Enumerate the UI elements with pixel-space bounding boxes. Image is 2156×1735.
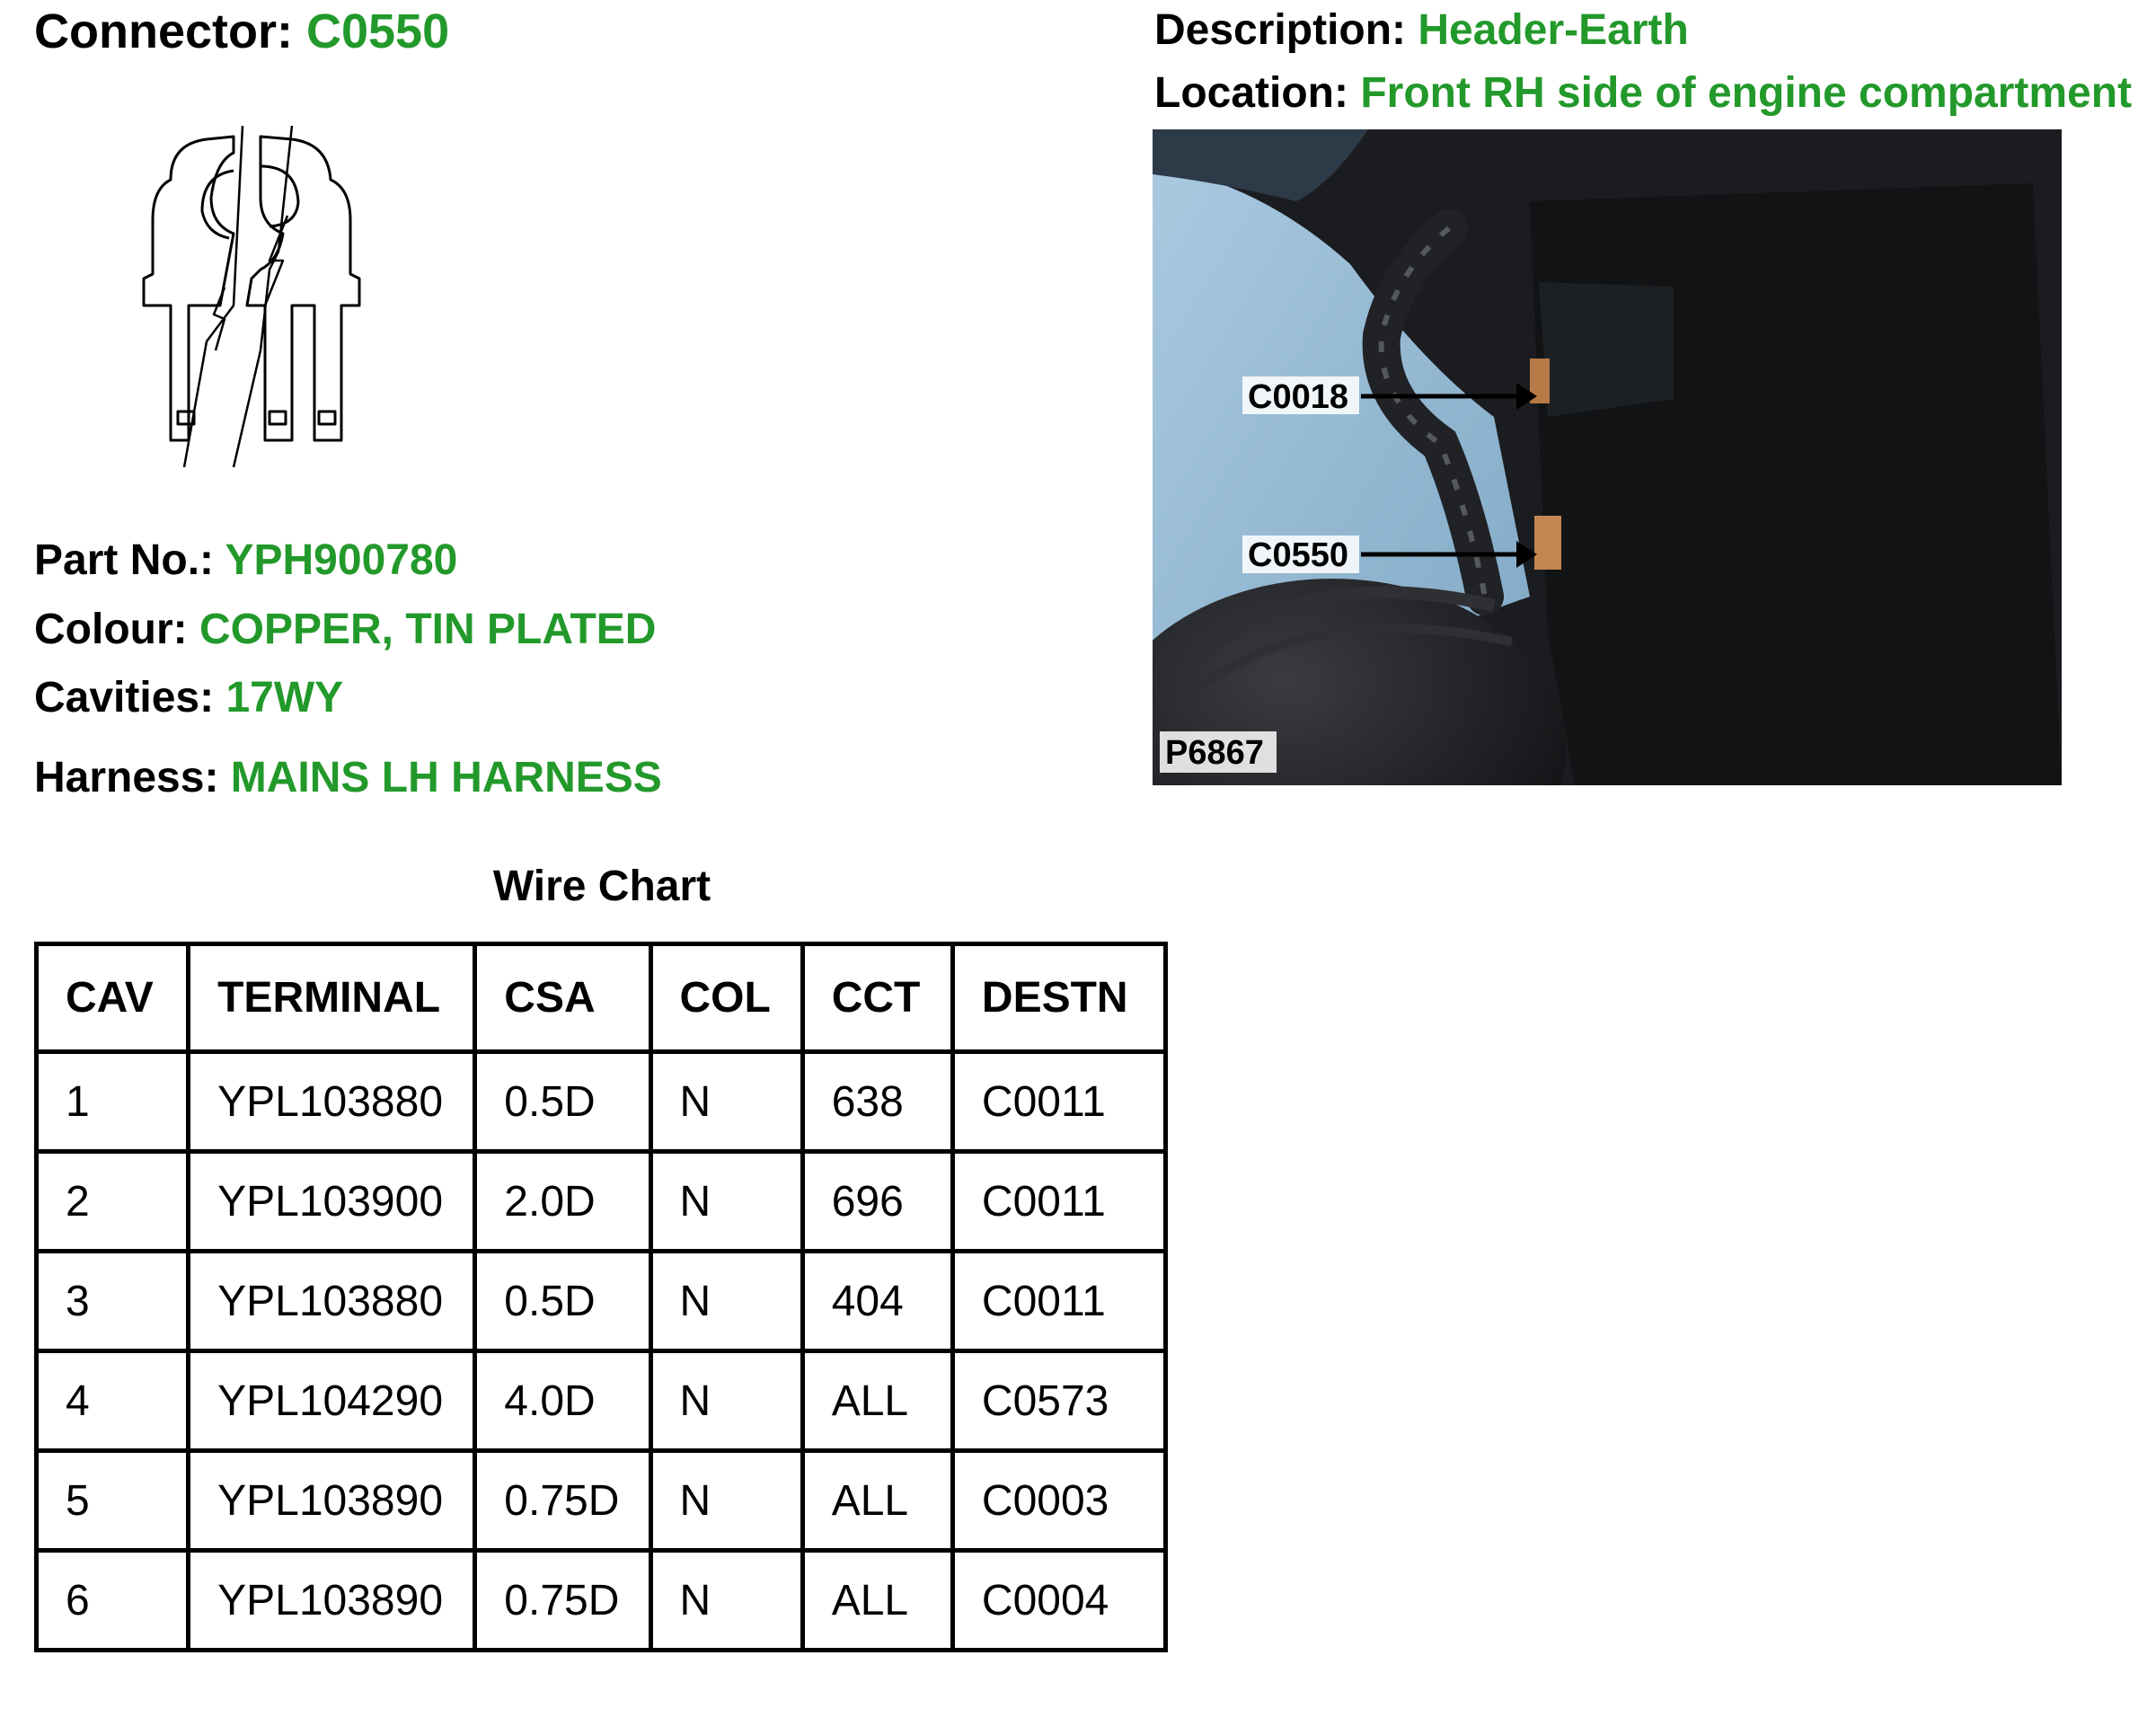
table-row (37, 1351, 1166, 1451)
table-row (37, 1551, 1166, 1651)
cell-terminal: YPL103890 (189, 1451, 475, 1551)
header-destn: DESTN (952, 944, 1165, 1052)
header-col: COL (650, 944, 802, 1052)
harness-field (34, 754, 662, 801)
table-row (37, 1252, 1166, 1351)
cell-destn: C0004 (952, 1551, 1165, 1651)
cell-csa: 2.0D (475, 1152, 650, 1252)
harness-value: MAINS LH HARNESS (230, 754, 662, 801)
cell-cct: ALL (802, 1451, 952, 1551)
harness-label: Harness: (34, 754, 219, 801)
cell-cct: ALL (802, 1551, 952, 1651)
cell-cav: 5 (37, 1451, 189, 1551)
cell-terminal: YPL104290 (189, 1351, 475, 1451)
cell-cct: 638 (802, 1052, 952, 1152)
cell-destn: C0011 (952, 1152, 1165, 1252)
wire-chart-title: Wire Chart (492, 863, 711, 910)
header-cav: CAV (37, 944, 189, 1052)
table-row (37, 1052, 1166, 1152)
part-no-field (34, 536, 458, 584)
colour-value: COPPER, TIN PLATED (199, 606, 657, 653)
cavities-value: 17WY (225, 674, 344, 721)
cell-cav: 3 (37, 1252, 189, 1351)
cell-csa: 0.5D (475, 1252, 650, 1351)
cell-cav: 6 (37, 1551, 189, 1651)
cell-csa: 0.75D (475, 1451, 650, 1551)
location-value: Front RH side of engine compartment (1360, 69, 2133, 117)
cavities-field (34, 674, 344, 721)
colour-label: Colour: (34, 606, 188, 653)
location-photo (1153, 129, 2062, 785)
table-row (37, 1451, 1166, 1551)
location-label: Location: (1154, 69, 1348, 117)
part-no-label: Part No.: (34, 536, 215, 584)
description-value: Header-Earth (1418, 6, 1689, 54)
connector-value: C0550 (306, 4, 450, 58)
cell-cct: 696 (802, 1152, 952, 1252)
part-no-value: YPH900780 (225, 536, 458, 584)
table-header-row (37, 944, 1166, 1052)
cell-destn: C0003 (952, 1451, 1165, 1551)
cell-cav: 2 (37, 1152, 189, 1252)
table-row (37, 1152, 1166, 1252)
connector-label: Connector: (34, 4, 293, 58)
cell-destn: C0011 (952, 1052, 1165, 1152)
cell-terminal: YPL103880 (189, 1052, 475, 1152)
cell-col: N (650, 1351, 802, 1451)
colour-field (34, 608, 656, 651)
cell-destn: C0573 (952, 1351, 1165, 1451)
cell-terminal: YPL103900 (189, 1152, 475, 1252)
cell-cav: 1 (37, 1052, 189, 1152)
cell-terminal: YPL103890 (189, 1551, 475, 1651)
location-field (1154, 69, 2133, 117)
connector-terminal-drawing (135, 126, 377, 467)
cell-col: N (650, 1052, 802, 1152)
header-terminal: TERMINAL (189, 944, 475, 1052)
connector-field (34, 4, 450, 58)
photo-reference: P6867 (1165, 734, 1264, 772)
cell-cct: ALL (802, 1351, 952, 1451)
cavities-label: Cavities: (34, 674, 215, 721)
cell-csa: 0.75D (475, 1551, 650, 1651)
cell-cav: 4 (37, 1351, 189, 1451)
cell-col: N (650, 1551, 802, 1651)
cell-csa: 4.0D (475, 1351, 650, 1451)
cell-col: N (650, 1252, 802, 1351)
wire-chart-table (34, 942, 1168, 1652)
header-csa: CSA (475, 944, 650, 1052)
cell-csa: 0.5D (475, 1052, 650, 1152)
description-field (1154, 6, 1689, 54)
cell-destn: C0011 (952, 1252, 1165, 1351)
description-label: Description: (1154, 6, 1407, 54)
callout-c0018: C0018 (1248, 378, 1348, 416)
cell-cct: 404 (802, 1252, 952, 1351)
callout-c0550: C0550 (1248, 536, 1348, 574)
cell-col: N (650, 1152, 802, 1252)
cell-terminal: YPL103880 (189, 1252, 475, 1351)
header-cct: CCT (802, 944, 952, 1052)
cell-col: N (650, 1451, 802, 1551)
